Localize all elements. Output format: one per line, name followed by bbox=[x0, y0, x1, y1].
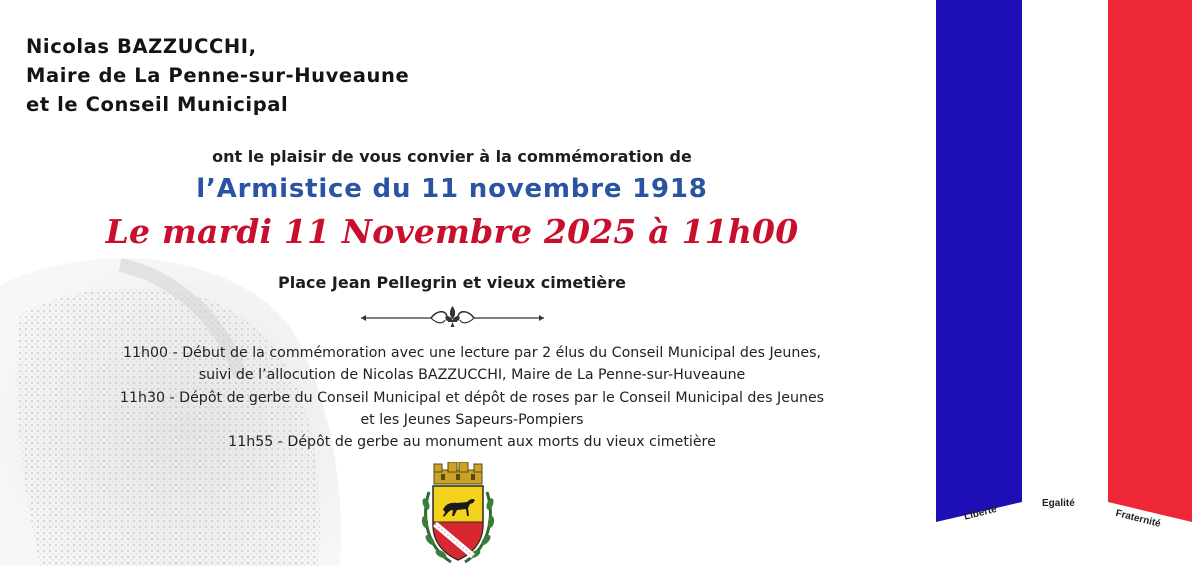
french-flag-ribbon bbox=[930, 0, 1200, 566]
flag-red-band bbox=[1108, 0, 1192, 522]
program-line: et les Jeunes Sapeurs-Pompiers bbox=[360, 411, 584, 428]
invite-line: ont le plaisir de vous convier à la commémoration de bbox=[212, 147, 692, 166]
host-line: Maire de La Penne-sur-Huveaune bbox=[26, 64, 410, 87]
program-line: suivi de l’allocution de Nicolas BAZZUCCHI, Maire de La Penne-sur-Huveaune bbox=[198, 367, 746, 384]
program-line: 11h00 - Début de la commémoration avec une lecture par 2 élus du Conseil Municipal des Jeunes, bbox=[122, 345, 821, 361]
host-line: Nicolas BAZZUCCHI, bbox=[26, 35, 257, 58]
fleur-de-lis-divider-icon bbox=[361, 304, 544, 328]
program-line: 11h55 - Dépôt de gerbe au monument aux morts du vieux cimetière bbox=[228, 434, 716, 451]
hosts-block bbox=[26, 32, 409, 119]
event-title: l’Armistice du 11 novembre 1918 bbox=[196, 174, 708, 204]
program-line: 11h30 - Dépôt de gerbe du Conseil Municipal et dépôt de roses par le Conseil Municipal des Jeunes bbox=[119, 389, 825, 406]
motto-egalite: Egalité bbox=[1042, 498, 1075, 509]
host-line: et le Conseil Municipal bbox=[26, 93, 289, 116]
event-location: Place Jean Pellegrin et vieux cimetière bbox=[278, 273, 626, 292]
flag-white-band bbox=[1022, 0, 1108, 502]
event-date: Le mardi 11 Novembre 2025 à 11h00 bbox=[105, 212, 799, 251]
flag-blue-band bbox=[936, 0, 1022, 522]
coat-of-arms-icon bbox=[421, 462, 495, 566]
motto-fraternite: Fraternité bbox=[1114, 508, 1162, 530]
program-list bbox=[40, 342, 904, 453]
motto-liberte: Liberté bbox=[963, 503, 999, 523]
